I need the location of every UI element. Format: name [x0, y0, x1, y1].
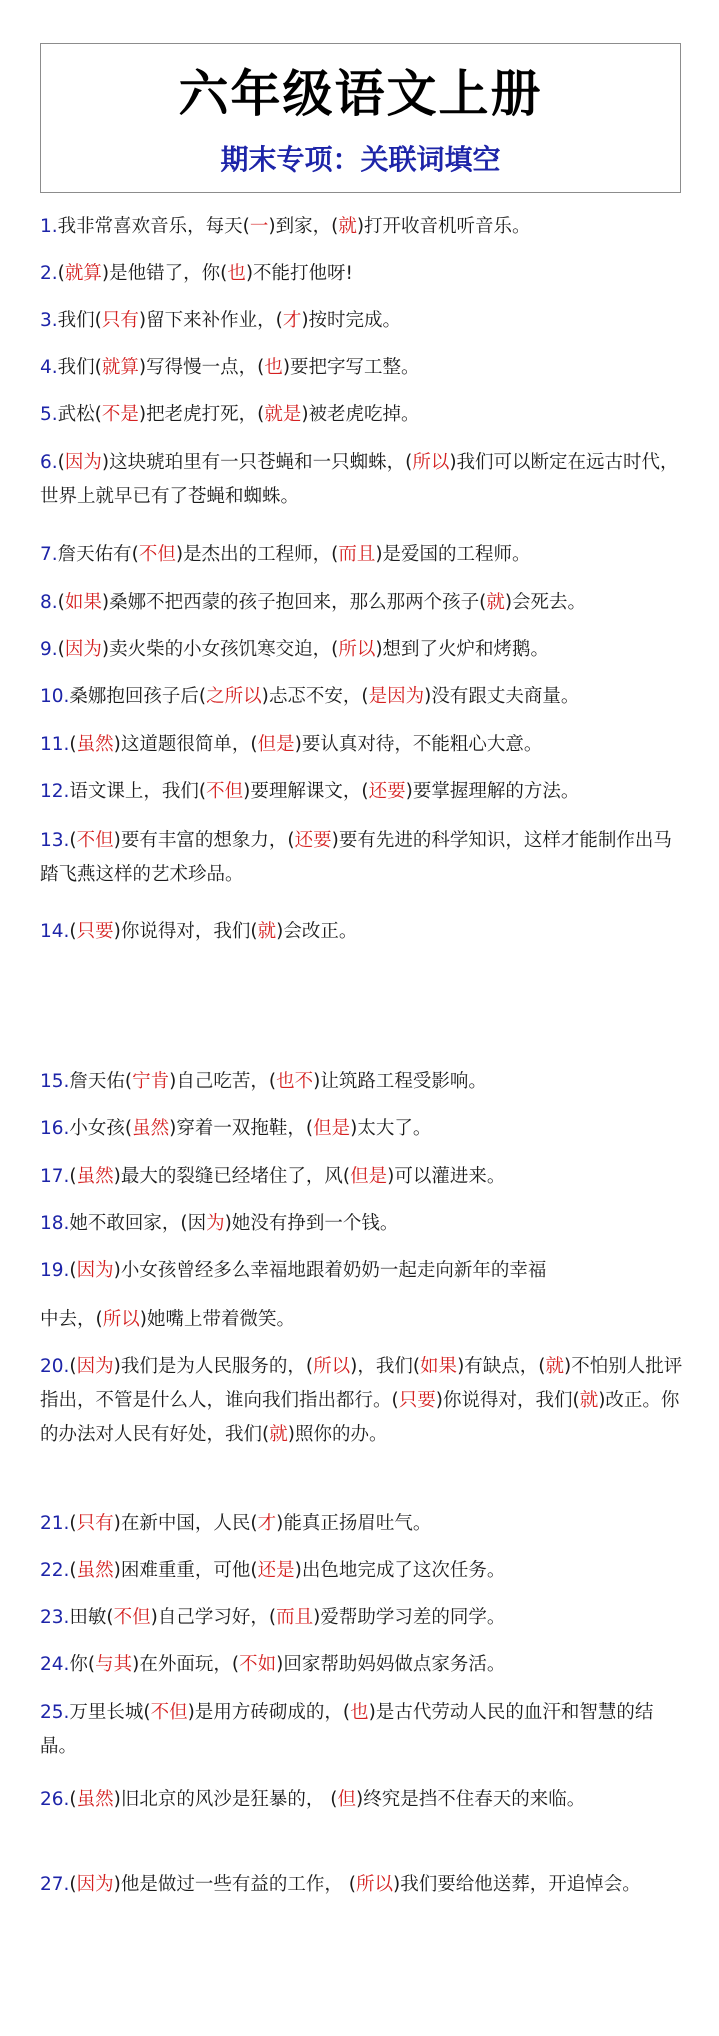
- item-text: )我们可以断定在远古时代，世界上就早已有了苍蝇和蜘蛛。: [40, 452, 679, 507]
- item-text: (: [57, 263, 65, 284]
- answer-word: 就: [338, 216, 357, 237]
- item-text: )是用方砖砌成的，(: [187, 1702, 351, 1723]
- item-text: )出色地完成了这次任务。: [294, 1560, 506, 1581]
- item-text: 我们(: [57, 357, 102, 378]
- item-text: )要理解课文，(: [243, 781, 369, 802]
- item-number: 1.: [40, 216, 58, 237]
- item-text: (: [57, 452, 65, 473]
- item-text: )这块琥珀里有一只苍蝇和一只蜘蛛，(: [101, 452, 413, 473]
- answer-word: 虽然: [76, 1789, 114, 1810]
- answer-word: 只要: [76, 921, 114, 942]
- item-text: )会死去。: [504, 592, 587, 613]
- answer-word: 才: [282, 310, 302, 331]
- item-text: 詹天佑有(: [57, 544, 139, 565]
- item-text: )想到了火炉和烤鹅。: [375, 639, 550, 660]
- item-text: (: [69, 921, 77, 942]
- list-item: [40, 1509, 690, 1539]
- item-number: 13.: [40, 830, 70, 851]
- item-text: 我们(: [57, 310, 102, 331]
- item-number: 24.: [40, 1654, 70, 1675]
- answer-word: 就算: [101, 357, 139, 378]
- answer-word: 虽然: [76, 734, 114, 755]
- list-item: [40, 1556, 690, 1586]
- answer-word: 但: [337, 1789, 356, 1810]
- answer-word: 因为: [76, 1260, 114, 1281]
- item-text: )把老虎打死，(: [138, 404, 265, 425]
- item-text: 田敏(: [69, 1607, 114, 1628]
- item-text: (: [57, 592, 65, 613]
- answer-word: 不如: [239, 1654, 277, 1675]
- item-text: )是杰出的工程师，(: [175, 544, 339, 565]
- item-number: 27.: [40, 1874, 70, 1895]
- item-text: )在新中国，人民(: [113, 1513, 258, 1534]
- answer-word: 所以: [102, 1309, 140, 1330]
- answer-word: 不但: [76, 830, 114, 851]
- item-text: )爱帮助学习差的同学。: [313, 1607, 506, 1628]
- item-text: (: [69, 1789, 77, 1810]
- answer-word: 就: [257, 921, 277, 942]
- item-text: 詹天佑(: [69, 1071, 133, 1092]
- list-item: [40, 446, 690, 514]
- answer-word: 而且: [338, 544, 376, 565]
- item-text: )她嘴上带着微笑。: [139, 1309, 295, 1330]
- answer-word: 还是: [257, 1560, 295, 1581]
- answer-word: 但是: [257, 734, 295, 755]
- item-text: )不能打他呀!: [245, 263, 353, 284]
- item-text: (: [57, 639, 65, 660]
- item-text: )不怕别人批评指出，不管是什么人，谁向我们指出都行。(: [40, 1356, 683, 1411]
- item-text: )桑娜不把西蒙的孩子抱回来，那么那两个孩子(: [101, 592, 487, 613]
- list-item: [40, 212, 690, 242]
- item-text: )在外面玩，(: [132, 1654, 240, 1675]
- answer-word: 宁肯: [132, 1071, 170, 1092]
- item-text: )旧北京的风沙是狂暴的， (: [113, 1789, 338, 1810]
- item-number: 21.: [40, 1513, 70, 1534]
- answer-word: 就: [269, 1424, 288, 1445]
- item-text: )到家，(: [268, 216, 339, 237]
- answer-word: 只有: [101, 310, 139, 331]
- item-text: 小女孩(: [69, 1118, 133, 1139]
- list-item: [40, 1305, 690, 1335]
- answer-word: 所以: [313, 1356, 351, 1377]
- answer-word: 不但: [206, 781, 244, 802]
- list-item: [40, 259, 690, 289]
- answer-word: 所以: [338, 639, 376, 660]
- item-text: (: [69, 1260, 77, 1281]
- item-text: )能真正扬眉吐气。: [276, 1513, 432, 1534]
- item-number: 25.: [40, 1702, 70, 1723]
- answer-word: 一: [249, 216, 269, 237]
- item-number: 7.: [40, 544, 58, 565]
- item-text: )要有先进的科学知识，这样才能制作出马踏飞燕这样的艺术珍品。: [40, 830, 672, 885]
- item-text: )没有跟丈夫商量。: [424, 686, 580, 707]
- list-item: [40, 917, 690, 947]
- item-text: )是爱国的工程师。: [375, 544, 531, 565]
- item-text: (: [69, 1166, 77, 1187]
- answer-word: 也: [350, 1702, 369, 1723]
- item-number: 5.: [40, 404, 58, 425]
- item-text: 我非常喜欢音乐，每天(: [57, 216, 250, 237]
- item-number: 11.: [40, 734, 70, 755]
- item-text: )太大了。: [350, 1118, 432, 1139]
- item-text: )要掌握理解的方法。: [405, 781, 580, 802]
- item-text: (: [69, 1874, 77, 1895]
- list-item: [40, 1256, 690, 1286]
- answer-word: 就: [579, 1390, 599, 1411]
- answer-word: 不是: [101, 404, 139, 425]
- item-text: )自己吃苦，(: [169, 1071, 277, 1092]
- item-number: 26.: [40, 1789, 70, 1810]
- answer-word: 所以: [412, 452, 450, 473]
- answer-word: 还要: [368, 781, 406, 802]
- item-text: )写得慢一点，(: [138, 357, 265, 378]
- list-item: [40, 1783, 690, 1817]
- answer-word: 也: [227, 263, 246, 284]
- item-number: 9.: [40, 639, 58, 660]
- answer-word: 是因为: [368, 686, 425, 707]
- answer-word: 如果: [420, 1356, 458, 1377]
- answer-word: 虽然: [76, 1560, 114, 1581]
- item-number: 15.: [40, 1071, 70, 1092]
- item-text: 你(: [69, 1654, 96, 1675]
- item-text: )让筑路工程受影响。: [313, 1071, 487, 1092]
- item-number: 14.: [40, 921, 70, 942]
- list-item: [40, 1209, 690, 1239]
- list-item: [40, 400, 690, 430]
- item-text: )要认真对待，不能粗心大意。: [294, 734, 543, 755]
- item-number: 18.: [40, 1213, 70, 1234]
- list-item: [40, 1868, 690, 1902]
- item-text: )要把字写工整。: [282, 357, 420, 378]
- item-number: 2.: [40, 263, 58, 284]
- item-text: )他是做过一些有益的工作， (: [113, 1874, 356, 1895]
- answer-word: 就: [545, 1356, 565, 1377]
- item-text: )改正。你的办法对人民有好处，我们(: [40, 1390, 680, 1445]
- answer-word: 但是: [350, 1166, 388, 1187]
- item-text: )被老虎吃掉。: [301, 404, 420, 425]
- item-text: )可以灌进来。: [387, 1166, 506, 1187]
- item-text: )，我们(: [350, 1356, 421, 1377]
- list-item: [40, 1067, 690, 1097]
- item-text: )你说得对，我们(: [435, 1390, 580, 1411]
- item-number: 10.: [40, 686, 70, 707]
- list-item: [40, 635, 690, 665]
- item-text: )忐忑不安，(: [261, 686, 369, 707]
- item-text: )困难重重，可他(: [113, 1560, 258, 1581]
- item-number: 6.: [40, 452, 58, 473]
- item-number: 23.: [40, 1607, 70, 1628]
- item-text: (: [69, 830, 77, 851]
- item-number: 8.: [40, 592, 58, 613]
- item-text: 她不敢回家，(因: [69, 1213, 207, 1234]
- list-item: [40, 1350, 690, 1452]
- item-text: )打开收音机听音乐。: [356, 216, 531, 237]
- answer-word: 不但: [150, 1702, 188, 1723]
- item-text: )照你的办。: [287, 1424, 388, 1445]
- item-text: )最大的裂缝已经堵住了，风(: [113, 1166, 351, 1187]
- answer-word: 不但: [113, 1607, 151, 1628]
- title-box: [40, 43, 681, 193]
- item-text: 桑娜抱回孩子后(: [69, 686, 207, 707]
- answer-word: 才: [257, 1513, 277, 1534]
- item-text: (: [69, 734, 77, 755]
- list-item: [40, 1650, 690, 1680]
- list-item: [40, 1162, 690, 1192]
- answer-word: 因为: [76, 1356, 114, 1377]
- answer-word: 虽然: [132, 1118, 170, 1139]
- item-text: )留下来补作业，(: [138, 310, 283, 331]
- list-item: [40, 730, 690, 760]
- item-text: 语文课上，我们(: [69, 781, 207, 802]
- item-text: )按时完成。: [301, 310, 402, 331]
- answer-word: 为: [206, 1213, 225, 1234]
- answer-word: 虽然: [76, 1166, 114, 1187]
- page-title: 六年级语文上册: [178, 64, 543, 123]
- page-subtitle: 期末专项：关联词填空: [220, 143, 501, 176]
- answer-word: 但是: [313, 1118, 351, 1139]
- item-text: )回家帮助妈妈做点家务活。: [276, 1654, 506, 1675]
- item-text: )要有丰富的想象力，(: [113, 830, 295, 851]
- item-number: 16.: [40, 1118, 70, 1139]
- item-text: 武松(: [57, 404, 102, 425]
- list-item: [40, 588, 690, 618]
- item-text: )她没有挣到一个钱。: [224, 1213, 399, 1234]
- answer-word: 因为: [76, 1874, 114, 1895]
- item-text: )我们要给他送葬，开追悼会。: [393, 1874, 641, 1895]
- item-text: (: [69, 1513, 77, 1534]
- item-number: 22.: [40, 1560, 70, 1581]
- item-number: 20.: [40, 1356, 70, 1377]
- item-text: )小女孩曾经多么幸福地跟着奶奶一起走向新年的幸福: [113, 1260, 547, 1281]
- answer-word: 如果: [64, 592, 102, 613]
- answer-word: 而且: [276, 1607, 314, 1628]
- list-item: [40, 824, 690, 892]
- item-text: )自己学习好，(: [150, 1607, 277, 1628]
- item-number: 3.: [40, 310, 58, 331]
- item-number: 12.: [40, 781, 70, 802]
- item-text: )是他错了，你(: [101, 263, 228, 284]
- item-text: )我们是为人民服务的，(: [113, 1356, 314, 1377]
- list-item: [40, 777, 690, 807]
- answer-word: 就算: [64, 263, 102, 284]
- answer-word: 只要: [398, 1390, 436, 1411]
- item-text: 中去，(: [40, 1309, 103, 1330]
- item-text: )是古代劳动人民的血汗和智慧的结晶。: [40, 1702, 654, 1757]
- list-item: [40, 682, 690, 712]
- answer-word: 就: [486, 592, 505, 613]
- item-text: (: [69, 1560, 77, 1581]
- item-text: (: [69, 1356, 77, 1377]
- answer-word: 之所以: [206, 686, 262, 707]
- list-item: [40, 1114, 690, 1144]
- item-text: )有缺点，(: [457, 1356, 546, 1377]
- list-item: [40, 306, 690, 336]
- item-number: 19.: [40, 1260, 70, 1281]
- item-text: )你说得对，我们(: [113, 921, 258, 942]
- answer-word: 也: [264, 357, 283, 378]
- answer-word: 因为: [64, 452, 102, 473]
- answer-word: 因为: [64, 639, 102, 660]
- answer-word: 不但: [138, 544, 176, 565]
- list-item: [40, 1696, 690, 1764]
- item-text: )终究是挡不住春天的来临。: [356, 1789, 586, 1810]
- item-number: 17.: [40, 1166, 70, 1187]
- list-item: [40, 353, 690, 383]
- answer-word: 就是: [264, 404, 302, 425]
- item-text: )这道题很简单，(: [113, 734, 258, 755]
- list-item: [40, 1603, 690, 1633]
- answer-word: 所以: [355, 1874, 393, 1895]
- answer-word: 只有: [76, 1513, 114, 1534]
- answer-word: 与其: [95, 1654, 133, 1675]
- item-text: )会改正。: [276, 921, 358, 942]
- item-text: )卖火柴的小女孩饥寒交迫，(: [101, 639, 339, 660]
- item-number: 4.: [40, 357, 58, 378]
- list-item: [40, 540, 690, 570]
- answer-word: 也不: [276, 1071, 314, 1092]
- answer-word: 还要: [294, 830, 332, 851]
- item-text: )穿着一双拖鞋，(: [169, 1118, 314, 1139]
- item-text: 万里长城(: [69, 1702, 151, 1723]
